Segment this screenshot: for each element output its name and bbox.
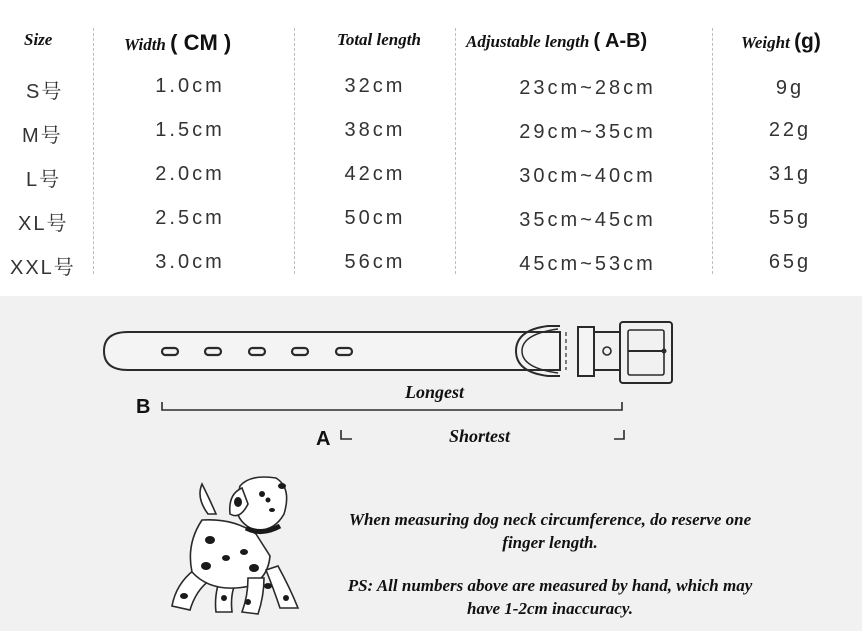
header-adjustable-unit: ( A-B)	[593, 30, 648, 52]
header-weight	[741, 30, 821, 54]
column-divider	[712, 28, 713, 274]
cell-adjustable: 29cm~35cm	[519, 121, 656, 143]
column-divider	[294, 28, 295, 274]
cell-weight: 31g	[768, 163, 812, 185]
cell-size: S号	[26, 81, 64, 103]
label-a: A	[316, 428, 331, 450]
cell-adjustable: 23cm~28cm	[519, 77, 656, 99]
cell-adjustable: 35cm~45cm	[519, 209, 656, 231]
bracket-shortest-start	[341, 430, 352, 439]
header-total-length: Total length	[337, 30, 421, 49]
header-width	[124, 30, 231, 56]
cell-size: XXL号	[10, 257, 76, 279]
cell-total: 50cm	[344, 207, 406, 229]
cell-total: 32cm	[344, 75, 406, 97]
cell-width: 2.5cm	[155, 207, 225, 229]
label-b: B	[136, 396, 151, 418]
header-adjustable-label: Adjustable length	[466, 32, 590, 51]
note-finger-length: When measuring dog neck circumference, do reserve one finger length.	[348, 510, 752, 552]
size-table	[0, 0, 862, 292]
bracket-longest	[162, 402, 622, 410]
header-width-label: Width	[124, 35, 166, 54]
cell-total: 38cm	[344, 119, 406, 141]
header-width-unit: ( CM )	[170, 30, 232, 55]
cell-total: 42cm	[344, 163, 406, 185]
cell-size: M号	[22, 125, 63, 147]
cell-weight: 55g	[768, 207, 812, 229]
cell-adjustable: 30cm~40cm	[519, 165, 656, 187]
cell-width: 1.5cm	[155, 119, 225, 141]
header-weight-label: Weight	[741, 33, 790, 52]
label-shortest: Shortest	[449, 426, 511, 446]
cell-width: 2.0cm	[155, 163, 225, 185]
column-divider	[93, 28, 94, 274]
cell-weight: 9g	[775, 77, 805, 99]
cell-width: 1.0cm	[155, 75, 225, 97]
column-divider	[455, 28, 456, 274]
label-longest: Longest	[405, 382, 465, 402]
bracket-shortest-end	[614, 430, 624, 439]
cell-size: L号	[26, 169, 62, 191]
header-weight-unit: (g)	[794, 30, 821, 53]
cell-weight: 65g	[768, 251, 812, 273]
measurement-panel	[0, 296, 862, 631]
cell-adjustable: 45cm~53cm	[519, 253, 656, 275]
cell-size: XL号	[18, 213, 69, 235]
header-adjustable-length	[466, 30, 647, 53]
cell-total: 56cm	[344, 251, 406, 273]
dalmatian-illustration	[150, 474, 320, 624]
cell-weight: 22g	[768, 119, 812, 141]
strap-loop	[578, 327, 594, 376]
header-size: Size	[24, 30, 53, 49]
collar-strap	[104, 332, 560, 370]
note-measurement-accuracy: PS: All numbers above are measured by hand, which may have 1-2cm inaccuracy.	[347, 576, 753, 618]
cell-width: 3.0cm	[155, 251, 225, 273]
